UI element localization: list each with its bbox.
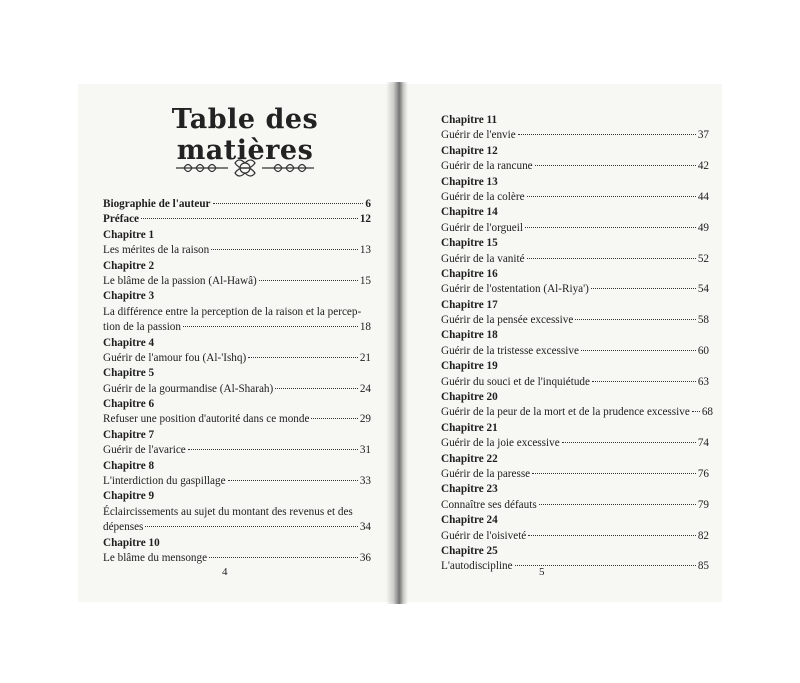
- toc-entry-title: Guérir de l'oisiveté: [441, 529, 527, 542]
- toc-entry-title: tion de la passion: [103, 321, 181, 334]
- toc-page-number: 12: [359, 213, 371, 226]
- toc-entry-title: Guérir de la joie excessive: [441, 437, 560, 450]
- toc-entry-title: Guérir de l'orgueil: [441, 221, 523, 234]
- toc-entry: [103, 212, 371, 227]
- page-number-left: 4: [222, 566, 228, 578]
- chapter-heading: Chapitre 23: [441, 483, 498, 496]
- dot-leader: [525, 227, 696, 228]
- toc-entry-title: L'autodiscipline: [441, 560, 513, 573]
- toc-entry-title: Guérir de la pensée excessive: [441, 314, 574, 327]
- chapter-heading: Chapitre 6: [103, 398, 155, 411]
- dot-leader: [527, 258, 696, 259]
- toc-entry: [103, 443, 371, 458]
- toc-page-number: 18: [359, 321, 371, 334]
- toc-page-number: 31: [359, 444, 371, 457]
- toc-entry: [441, 190, 709, 205]
- toc-entry: [441, 128, 709, 143]
- dot-leader: [591, 288, 696, 289]
- toc-entry-title: Guérir de la gourmandise (Al-Sharah): [103, 382, 274, 395]
- toc-page-number: 76: [697, 467, 709, 480]
- toc-entry-title: Guérir de l'avarice: [103, 444, 186, 457]
- toc-entry: [441, 467, 709, 482]
- toc-entry-title: Préface: [103, 213, 140, 226]
- toc-page-number: 34: [359, 521, 371, 534]
- toc-page-number: 42: [697, 160, 709, 173]
- toc-page-number: 24: [359, 382, 371, 395]
- chapter-heading: Chapitre 13: [441, 175, 498, 188]
- toc-page-number: 36: [359, 552, 371, 565]
- floral-divider-icon: [170, 155, 320, 181]
- toc-page-number: 29: [359, 413, 371, 426]
- chapter-heading: Chapitre 22: [441, 452, 498, 465]
- toc-entry: [441, 559, 709, 574]
- toc-page-number: 82: [697, 529, 709, 542]
- toc-page-number: 60: [697, 344, 709, 357]
- toc-page-number: 54: [697, 283, 709, 296]
- toc-page-number: 52: [697, 252, 709, 265]
- toc-entry-line: Éclaircissements au sujet du montant des revenus et des: [103, 505, 353, 518]
- toc-entry: [441, 159, 709, 174]
- chapter-heading: Chapitre 7: [103, 428, 155, 441]
- dot-leader: [518, 134, 696, 135]
- toc-entry: [441, 282, 709, 297]
- toc-entry-title: Guérir de l'envie: [441, 129, 516, 142]
- toc-entry-line: La différence entre la perception de la raison et la percep-: [103, 305, 362, 318]
- toc-page-number: 74: [697, 437, 709, 450]
- dot-leader: [188, 449, 358, 450]
- toc-entry: [103, 382, 371, 397]
- toc-entry: [441, 252, 709, 267]
- chapter-heading: Chapitre 21: [441, 421, 498, 434]
- chapter-heading: Chapitre 12: [441, 144, 498, 157]
- chapter-heading: Chapitre 3: [103, 290, 155, 303]
- toc-entry-title: Guérir du souci et de l'inquiétude: [441, 375, 590, 388]
- toc-entry: [103, 520, 371, 535]
- toc-page-number: 79: [697, 498, 709, 511]
- toc-entry: [441, 313, 709, 328]
- toc-entry: [441, 498, 709, 513]
- chapter-heading: Chapitre 15: [441, 237, 498, 250]
- toc-entry: [103, 474, 371, 489]
- chapter-heading: Chapitre 19: [441, 360, 498, 373]
- toc-entry: [103, 274, 371, 289]
- chapter-heading: Chapitre 20: [441, 391, 498, 404]
- dot-leader: [592, 381, 696, 382]
- dot-leader: [692, 411, 700, 412]
- toc-page-number: 58: [697, 314, 709, 327]
- toc-entry: [103, 197, 371, 212]
- toc-entry-title: Guérir de la vanité: [441, 252, 525, 265]
- chapter-heading: Chapitre 8: [103, 459, 155, 472]
- chapter-heading: Chapitre 17: [441, 298, 498, 311]
- toc-entry: [103, 412, 371, 427]
- dot-leader: [539, 504, 696, 505]
- chapter-heading: Chapitre 4: [103, 336, 155, 349]
- chapter-heading: Chapitre 11: [441, 114, 498, 126]
- dot-leader: [259, 280, 358, 281]
- toc-entry-title: Guérir de la paresse: [441, 467, 531, 480]
- dot-leader: [562, 442, 696, 443]
- toc-page-number: 49: [697, 221, 709, 234]
- chapter-heading: Chapitre 24: [441, 514, 498, 527]
- toc-entry-title: Guérir de la peur de la mort et de la prudence excessive: [441, 406, 690, 419]
- toc-entry: [103, 551, 371, 566]
- dot-leader: [213, 203, 364, 204]
- right-toc: [441, 113, 713, 575]
- toc-entry-title: Guérir de la colère: [441, 190, 525, 203]
- toc-entry: [441, 529, 709, 544]
- dot-leader: [183, 326, 358, 327]
- toc-entry: [103, 320, 371, 335]
- toc-entry-title: Guérir de la rancune: [441, 160, 533, 173]
- toc-page-number: 68: [701, 406, 713, 419]
- toc-page-number: 37: [697, 129, 709, 142]
- toc-page-number: 13: [359, 244, 371, 257]
- chapter-heading: Chapitre 14: [441, 206, 498, 219]
- toc-entry-title: dépenses: [103, 521, 144, 534]
- dot-leader: [528, 535, 696, 536]
- toc-entry: [441, 221, 709, 236]
- dot-leader: [145, 526, 357, 527]
- toc-page-number: 33: [359, 475, 371, 488]
- toc-page-number: 21: [359, 351, 371, 364]
- chapter-heading: Chapitre 9: [103, 490, 155, 503]
- toc-entry: [441, 436, 709, 451]
- toc-entry: [441, 344, 709, 359]
- left-toc: [103, 197, 371, 566]
- chapter-heading: Chapitre 18: [441, 329, 498, 342]
- toc-entry-title: Biographie de l'auteur: [103, 198, 211, 210]
- dot-leader: [532, 473, 696, 474]
- dot-leader: [535, 165, 696, 166]
- toc-entry-title: Guérir de l'amour fou (Al-'Ishq): [103, 351, 247, 364]
- dot-leader: [527, 196, 696, 197]
- toc-entry: [103, 243, 371, 258]
- toc-entry: [441, 405, 713, 420]
- toc-entry-title: Refuser une position d'autorité dans ce monde: [103, 413, 310, 426]
- toc-entry-title: L'interdiction du gaspillage: [103, 475, 226, 488]
- toc-page-number: 85: [697, 560, 709, 573]
- toc-entry-title: Les mérites de la raison: [103, 244, 210, 257]
- dot-leader: [311, 418, 357, 419]
- toc-entry-title: Guérir de la tristesse excessive: [441, 344, 579, 357]
- page-title: Table des matières: [171, 104, 319, 166]
- chapter-heading: Chapitre 1: [103, 228, 155, 241]
- chapter-heading: Chapitre 5: [103, 367, 155, 380]
- dot-leader: [581, 350, 696, 351]
- dot-leader: [228, 480, 358, 481]
- toc-page-number: 63: [697, 375, 709, 388]
- toc-entry: [103, 351, 371, 366]
- dot-leader: [209, 557, 358, 558]
- toc-entry-title: Guérir de l'ostentation (Al-Riya'): [441, 283, 589, 296]
- chapter-heading: Chapitre 16: [441, 267, 498, 280]
- dot-leader: [275, 388, 358, 389]
- toc-entry: [441, 375, 709, 390]
- toc-entry-title: Connaître ses défauts: [441, 498, 537, 511]
- toc-entry-title: Le blâme de la passion (Al-Hawâ): [103, 274, 257, 287]
- page-number-right: 5: [539, 566, 545, 578]
- toc-page-number: 6: [365, 198, 371, 210]
- dot-leader: [141, 218, 358, 219]
- chapter-heading: Chapitre 25: [441, 544, 498, 557]
- dot-leader: [211, 249, 358, 250]
- toc-page-number: 44: [697, 190, 709, 203]
- dot-leader: [575, 319, 695, 320]
- chapter-heading: Chapitre 10: [103, 536, 160, 549]
- toc-entry-title: Le blâme du mensonge: [103, 552, 208, 565]
- toc-page-number: 15: [359, 274, 371, 287]
- chapter-heading: Chapitre 2: [103, 259, 155, 272]
- dot-leader: [248, 357, 358, 358]
